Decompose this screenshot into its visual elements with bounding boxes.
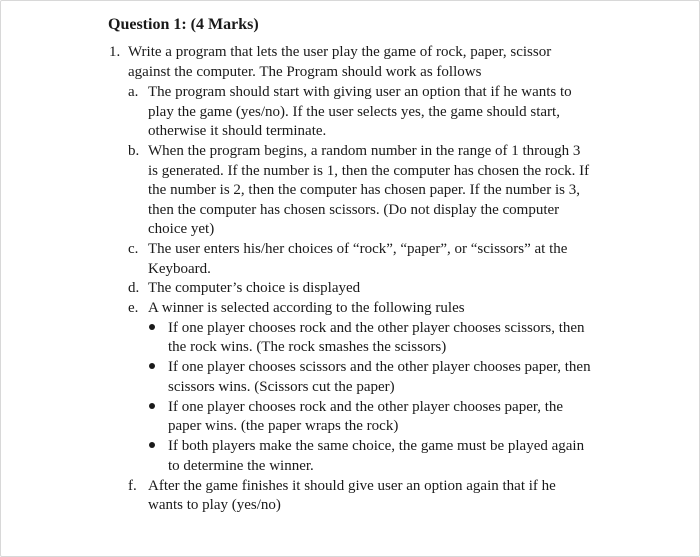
bullet-4-line2: to determine the winner. bbox=[168, 458, 314, 474]
subitem-f-line2: wants to play (yes/no) bbox=[148, 497, 281, 513]
bullet-icon bbox=[149, 442, 155, 448]
subitem-e-marker: e. bbox=[128, 300, 139, 316]
bullet-icon bbox=[149, 363, 155, 369]
question-title: Question 1: (4 Marks) bbox=[108, 16, 259, 33]
bullet-2-line2: scissors wins. (Scissors cut the paper) bbox=[168, 379, 395, 395]
subitem-b-marker: b. bbox=[128, 143, 140, 159]
bullet-2-line1: If one player chooses scissors and the other player chooses paper, then bbox=[168, 359, 591, 375]
bullet-icon bbox=[149, 403, 155, 409]
subitem-b-line1: When the program begins, a random number in the range of 1 through 3 bbox=[148, 143, 581, 159]
subitem-c-line1: The user enters his/her choices of “rock”, “paper”, or “scissors” at the bbox=[148, 241, 568, 257]
subitem-b-line2: is generated. If the number is 1, then the computer has chosen the rock. If bbox=[148, 163, 590, 179]
bullet-3-line2: paper wins. (the paper wraps the rock) bbox=[168, 418, 399, 434]
bullet-1-line1: If one player chooses rock and the other player chooses scissors, then bbox=[168, 320, 585, 336]
subitem-a-line3: otherwise it should terminate. bbox=[148, 123, 327, 139]
bullet-icon bbox=[149, 324, 155, 330]
subitem-c-line2: Keyboard. bbox=[148, 261, 211, 277]
subitem-d-marker: d. bbox=[128, 280, 140, 296]
subitem-b-line4: then the computer has chosen scissors. (Do not display the computer bbox=[148, 202, 560, 218]
subitem-a-line2: play the game (yes/no). If the user selects yes, the game should start, bbox=[148, 104, 560, 120]
item1-line1: Write a program that lets the user play the game of rock, paper, scissor bbox=[128, 44, 552, 60]
subitem-f-line1: After the game finishes it should give user an option again that if he bbox=[148, 478, 556, 494]
subitem-a-line1: The program should start with giving user an option that if he wants to bbox=[148, 84, 572, 100]
subitem-c-marker: c. bbox=[128, 241, 139, 257]
subitem-f-marker: f. bbox=[128, 478, 137, 494]
bullet-1-line2: the rock wins. (The rock smashes the scissors) bbox=[168, 339, 447, 355]
bullet-3-line1: If one player chooses rock and the other player chooses paper, the bbox=[168, 399, 564, 415]
subitem-b-line5: choice yet) bbox=[148, 221, 215, 237]
subitem-a-marker: a. bbox=[128, 84, 139, 100]
item-number: 1. bbox=[109, 44, 121, 60]
item1-line2: against the computer. The Program should work as follows bbox=[128, 64, 482, 80]
subitem-d-line1: The computer’s choice is displayed bbox=[148, 280, 361, 296]
bullet-4-line1: If both players make the same choice, the game must be played again bbox=[168, 438, 585, 454]
subitem-b-line3: the number is 2, then the computer has chosen paper. If the number is 3, bbox=[148, 182, 580, 198]
subitem-e-line1: A winner is selected according to the following rules bbox=[148, 300, 465, 316]
